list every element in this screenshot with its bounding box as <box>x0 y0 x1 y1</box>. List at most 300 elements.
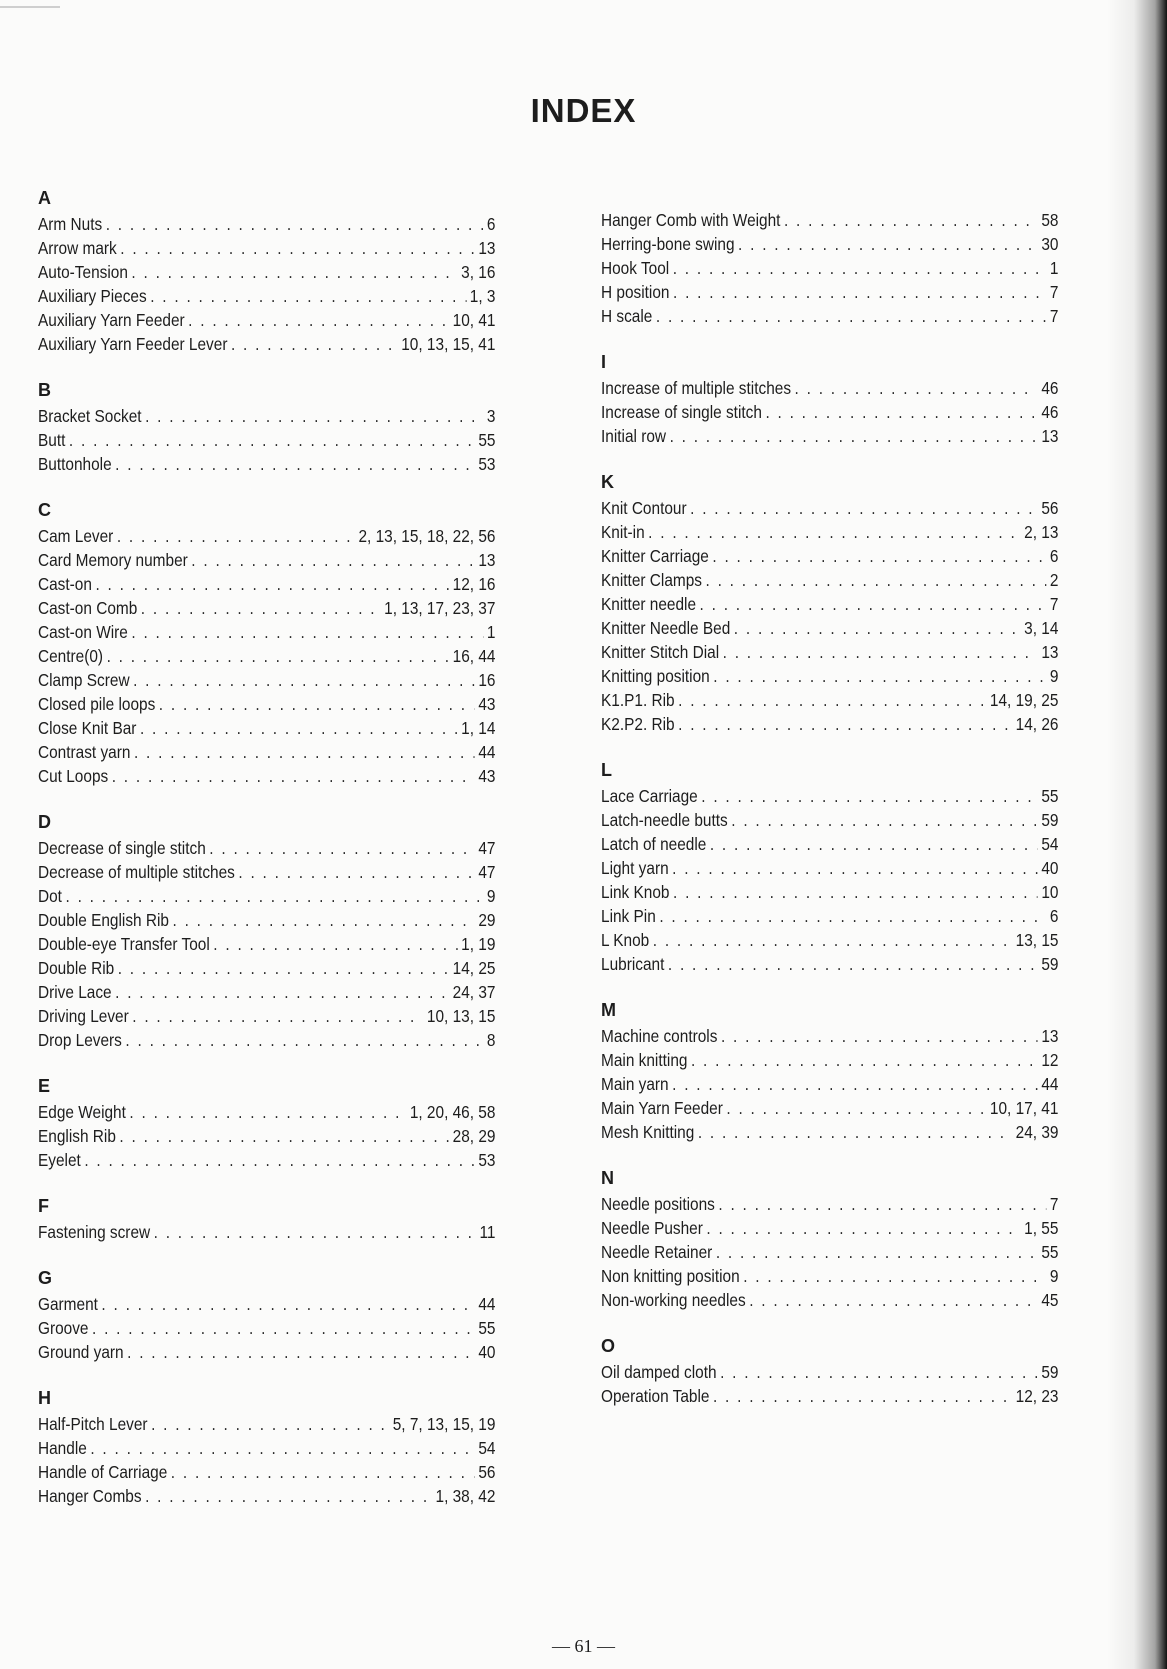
entry-term: Arm Nuts <box>38 214 103 234</box>
entry-term: Arrow mark <box>38 238 117 258</box>
entry-pages: 9 <box>1049 666 1059 686</box>
entry-pages: 1, 13, 17, 23, 37 <box>384 598 496 618</box>
dot-leader <box>118 956 449 980</box>
section-letter: O <box>601 1336 616 1356</box>
dot-leader <box>150 284 466 308</box>
index-entry <box>601 856 1058 880</box>
index-section <box>38 810 494 1052</box>
index-entry <box>38 1220 495 1244</box>
page-title: INDEX <box>530 92 637 129</box>
entry-pages: 24, 39 <box>1015 1122 1059 1142</box>
dot-leader <box>132 1004 423 1028</box>
dot-leader <box>672 1072 1038 1096</box>
dot-leader <box>710 832 1038 856</box>
entry-term: Lubricant <box>601 954 665 974</box>
entry-term: Groove <box>38 1318 89 1338</box>
dot-leader <box>120 236 475 260</box>
entry-pages: 28, 29 <box>452 1126 496 1146</box>
dot-leader <box>145 404 483 428</box>
dot-leader <box>115 452 475 476</box>
entry-term: Ground yarn <box>38 1342 124 1362</box>
dot-leader <box>69 428 475 452</box>
entry-term: Cast-on Wire <box>38 622 128 642</box>
section-letter: A <box>38 188 51 208</box>
index-entry <box>38 524 495 548</box>
dot-leader <box>700 592 1047 616</box>
entry-term: Card Memory number <box>38 550 188 570</box>
entry-pages: 2, 13 <box>1024 522 1059 542</box>
entry-term: Auto-Tension <box>38 262 128 282</box>
index-entry <box>38 236 495 260</box>
dot-leader <box>145 1484 432 1508</box>
dot-leader <box>723 640 1038 664</box>
entry-pages: 45 <box>1041 1290 1059 1310</box>
index-entry <box>38 1148 495 1172</box>
entry-term: Close Knit Bar <box>38 718 137 738</box>
dot-leader <box>673 280 1046 304</box>
entry-pages: 13 <box>1041 426 1059 446</box>
index-section <box>38 1386 494 1508</box>
dot-leader <box>127 1340 475 1364</box>
dot-leader <box>154 1220 476 1244</box>
index-entry <box>38 572 495 596</box>
dot-leader <box>706 568 1047 592</box>
dot-leader <box>738 232 1038 256</box>
dot-leader <box>784 208 1038 232</box>
index-entry <box>38 932 495 956</box>
index-entry <box>38 860 495 884</box>
entry-term: Half-Pitch Lever <box>38 1414 148 1434</box>
index-entry <box>38 1460 495 1484</box>
dot-leader <box>713 664 1046 688</box>
index-entry <box>601 280 1058 304</box>
entry-pages: 30 <box>1041 234 1059 254</box>
entry-term: Auxiliary Yarn Feeder <box>38 310 185 330</box>
section-letter: G <box>38 1268 53 1288</box>
entry-pages: 54 <box>478 1438 496 1458</box>
entry-term: Cast-on <box>38 574 92 594</box>
index-entry <box>38 1412 495 1436</box>
dot-leader <box>112 764 475 788</box>
dot-leader <box>140 716 458 740</box>
index-section <box>601 350 1057 448</box>
dot-leader <box>107 644 450 668</box>
entry-term: Light yarn <box>601 858 669 878</box>
entry-pages: 12 <box>1041 1050 1059 1070</box>
entry-term: Auxiliary Pieces <box>38 286 147 306</box>
entry-pages: 55 <box>1041 1242 1059 1262</box>
dot-leader <box>238 860 474 884</box>
entry-pages: 47 <box>478 838 496 858</box>
index-section <box>601 1166 1057 1312</box>
section-letter: C <box>38 500 51 520</box>
entry-term: H scale <box>601 306 653 326</box>
entry-term: Double English Rib <box>38 910 169 930</box>
index-entry <box>38 1436 495 1460</box>
entry-term: Non knitting position <box>601 1266 740 1286</box>
index-entry <box>601 808 1058 832</box>
section-letter: B <box>38 380 51 400</box>
index-entry <box>601 1216 1058 1240</box>
index-column-left <box>38 186 494 1530</box>
entry-pages: 1, 3 <box>469 286 496 306</box>
entry-term: Knit-in <box>601 522 645 542</box>
index-entry <box>601 232 1058 256</box>
section-letter: N <box>601 1168 614 1188</box>
entry-term: Hook Tool <box>601 258 670 278</box>
entry-pages: 5, 7, 13, 15, 19 <box>392 1414 496 1434</box>
dot-leader <box>653 928 1012 952</box>
index-entry <box>38 620 495 644</box>
entry-term: Needle positions <box>601 1194 715 1214</box>
entry-term: Decrease of multiple stitches <box>38 862 235 882</box>
dot-leader <box>65 884 483 908</box>
entry-pages: 29 <box>478 910 496 930</box>
dot-leader <box>672 856 1038 880</box>
entry-pages: 56 <box>1041 498 1059 518</box>
entry-term: Edge Weight <box>38 1102 126 1122</box>
dot-leader <box>115 980 449 1004</box>
entry-pages: 1, 20, 46, 58 <box>409 1102 496 1122</box>
entry-pages: 58 <box>1041 210 1059 230</box>
entry-pages: 10, 13, 15, 41 <box>401 334 496 354</box>
entry-pages: 3, 16 <box>461 262 496 282</box>
dot-leader <box>731 808 1038 832</box>
entry-pages: 12, 23 <box>1015 1386 1059 1406</box>
dot-leader <box>95 572 449 596</box>
dot-leader <box>125 1028 483 1052</box>
dot-leader <box>673 880 1038 904</box>
entry-term: Machine controls <box>601 1026 718 1046</box>
entry-term: Auxiliary Yarn Feeder Lever <box>38 334 228 354</box>
index-entry <box>38 284 495 308</box>
index-entry <box>601 928 1058 952</box>
entry-pages: 53 <box>478 454 496 474</box>
entry-term: Link Knob <box>601 882 670 902</box>
entry-pages: 13 <box>478 550 496 570</box>
index-entry <box>38 980 495 1004</box>
entry-term: Oil damped cloth <box>601 1362 717 1382</box>
index-section <box>38 378 494 476</box>
top-edge-mark <box>0 6 60 8</box>
index-entry <box>38 548 495 572</box>
index-entry <box>38 1100 495 1124</box>
entry-term: Drop Levers <box>38 1030 122 1050</box>
section-letter: I <box>601 352 607 372</box>
index-section <box>601 1334 1057 1408</box>
entry-pages: 44 <box>478 1294 496 1314</box>
index-entry <box>601 784 1058 808</box>
entry-pages: 13 <box>478 238 496 258</box>
page-edge-shadow <box>1107 0 1167 1669</box>
index-section <box>38 186 494 356</box>
dot-leader <box>795 376 1038 400</box>
index-entry <box>601 640 1058 664</box>
dot-leader <box>720 1360 1038 1384</box>
index-entry <box>601 1048 1058 1072</box>
entry-pages: 12, 16 <box>452 574 496 594</box>
entry-term: Contrast yarn <box>38 742 131 762</box>
index-entry <box>601 1288 1058 1312</box>
index-entry <box>601 952 1058 976</box>
index-entry <box>601 256 1058 280</box>
index-entry <box>38 428 495 452</box>
entry-pages: 13, 15 <box>1015 930 1059 950</box>
index-entry <box>38 332 495 356</box>
dot-leader <box>743 1264 1046 1288</box>
entry-pages: 43 <box>478 766 496 786</box>
index-entry <box>601 1192 1058 1216</box>
index-section <box>38 1266 494 1364</box>
entry-pages: 7 <box>1049 306 1059 326</box>
entry-term: Main yarn <box>601 1074 669 1094</box>
index-entry <box>601 904 1058 928</box>
entry-term: Drive Lace <box>38 982 112 1002</box>
dot-leader <box>712 544 1046 568</box>
entry-pages: 1, 19 <box>461 934 496 954</box>
entry-pages: 7 <box>1049 282 1059 302</box>
entry-pages: 10, 41 <box>452 310 496 330</box>
entry-pages: 6 <box>1049 906 1059 926</box>
dot-leader <box>713 1384 1012 1408</box>
section-letter: M <box>601 1000 616 1020</box>
index-entry <box>601 1264 1058 1288</box>
entry-pages: 14, 19, 25 <box>989 690 1059 710</box>
dot-leader <box>701 784 1038 808</box>
dot-leader <box>698 1120 1012 1144</box>
entry-pages: 46 <box>1041 378 1059 398</box>
index-entry <box>38 404 495 428</box>
dot-leader <box>131 620 483 644</box>
dot-leader <box>213 932 457 956</box>
entry-term: Double Rib <box>38 958 115 978</box>
entry-term: H position <box>601 282 670 302</box>
index-entry <box>38 452 495 476</box>
dot-leader <box>188 308 449 332</box>
entry-term: Latch-needle butts <box>601 810 728 830</box>
entry-term: Mesh Knitting <box>601 1122 695 1142</box>
index-entry <box>38 1028 495 1052</box>
index-entry <box>38 1292 495 1316</box>
index-entry <box>38 1340 495 1364</box>
section-letter: F <box>38 1196 49 1216</box>
index-entry <box>601 664 1058 688</box>
dot-leader <box>668 952 1038 976</box>
index-entry <box>38 1316 495 1340</box>
index-entry <box>38 644 495 668</box>
entry-pages: 8 <box>486 1030 496 1050</box>
index-entry <box>601 496 1058 520</box>
entry-term: Operation Table <box>601 1386 710 1406</box>
entry-term: Dot <box>38 886 62 906</box>
entry-term: Knitter Clamps <box>601 570 702 590</box>
dot-leader <box>734 616 1021 640</box>
index-entry <box>38 596 495 620</box>
dot-leader <box>131 260 457 284</box>
index-section <box>601 998 1057 1144</box>
entry-term: Buttonhole <box>38 454 112 474</box>
index-entry <box>601 1360 1058 1384</box>
index-entry <box>601 1072 1058 1096</box>
entry-pages: 55 <box>478 430 496 450</box>
dot-leader <box>191 548 474 572</box>
index-entry <box>38 668 495 692</box>
entry-pages: 9 <box>1049 1266 1059 1286</box>
section-letter: D <box>38 812 51 832</box>
index-entry <box>38 836 495 860</box>
entry-pages: 59 <box>1041 954 1059 974</box>
index-section <box>38 1194 494 1244</box>
index-entry <box>601 592 1058 616</box>
entry-term: Main knitting <box>601 1050 688 1070</box>
dot-leader <box>171 1460 475 1484</box>
index-entry <box>38 740 495 764</box>
entry-term: Herring-bone swing <box>601 234 735 254</box>
dot-leader <box>673 256 1047 280</box>
dot-leader <box>151 1412 389 1436</box>
section-letter: K <box>601 472 614 492</box>
index-entry <box>38 884 495 908</box>
dot-leader <box>659 904 1046 928</box>
entry-pages: 13 <box>1041 642 1059 662</box>
dot-leader <box>670 424 1038 448</box>
index-entry <box>601 400 1058 424</box>
page-number: — 61 — <box>552 1636 615 1656</box>
index-section <box>38 498 494 788</box>
entry-pages: 7 <box>1049 1194 1059 1214</box>
dot-leader <box>648 520 1020 544</box>
index-entry <box>38 1484 495 1508</box>
entry-pages: 47 <box>478 862 496 882</box>
entry-pages: 11 <box>479 1222 496 1242</box>
section-letter: L <box>601 760 612 780</box>
entry-pages: 44 <box>1041 1074 1059 1094</box>
dot-leader <box>726 1096 986 1120</box>
dot-leader <box>691 1048 1038 1072</box>
index-entry <box>38 212 495 236</box>
entry-pages: 55 <box>478 1318 496 1338</box>
index-entry <box>601 376 1058 400</box>
entry-term: K2.P2. Rib <box>601 714 675 734</box>
index-entry <box>601 880 1058 904</box>
entry-term: Butt <box>38 430 66 450</box>
entry-term: Bracket Socket <box>38 406 142 426</box>
entry-term: Hanger Combs <box>38 1486 142 1506</box>
entry-term: Needle Retainer <box>601 1242 713 1262</box>
index-entry <box>601 1384 1058 1408</box>
dot-leader <box>129 1100 406 1124</box>
index-section <box>601 470 1057 736</box>
entry-term: Knitter needle <box>601 594 697 614</box>
entry-pages: 14, 25 <box>452 958 496 978</box>
entry-pages: 59 <box>1041 810 1059 830</box>
dot-leader <box>101 1292 474 1316</box>
index-entry <box>601 1096 1058 1120</box>
entry-pages: 16, 44 <box>452 646 496 666</box>
entry-pages: 44 <box>478 742 496 762</box>
index-entry <box>601 832 1058 856</box>
entry-term: Initial row <box>601 426 667 446</box>
index-entry <box>601 544 1058 568</box>
dot-leader <box>749 1288 1038 1312</box>
entry-term: Cam Lever <box>38 526 114 546</box>
dot-leader <box>716 1240 1038 1264</box>
entry-term: Latch of needle <box>601 834 707 854</box>
dot-leader <box>92 1316 475 1340</box>
entry-term: Lace Carriage <box>601 786 698 806</box>
entry-pages: 16 <box>478 670 496 690</box>
entry-term: Garment <box>38 1294 98 1314</box>
dot-leader <box>690 496 1038 520</box>
index-entry <box>38 1004 495 1028</box>
entry-term: Cast-on Comb <box>38 598 138 618</box>
entry-term: Fastening screw <box>38 1222 151 1242</box>
entry-term: Clamp Screw <box>38 670 130 690</box>
index-entry <box>38 1124 495 1148</box>
index-entry <box>601 712 1058 736</box>
dot-leader <box>173 908 475 932</box>
entry-pages: 10, 13, 15 <box>426 1006 496 1026</box>
entry-pages: 3 <box>486 406 496 426</box>
index-entry <box>601 208 1058 232</box>
entry-pages: 9 <box>486 886 496 906</box>
section-letter: H <box>38 1388 51 1408</box>
entry-term: Link Pin <box>601 906 656 926</box>
entry-term: Double-eye Transfer Tool <box>38 934 210 954</box>
index-entry <box>601 568 1058 592</box>
entry-term: Increase of single stitch <box>601 402 762 422</box>
entry-term: Knitter Stitch Dial <box>601 642 720 662</box>
entry-term: Hanger Comb with Weight <box>601 210 781 230</box>
index-section <box>601 208 1057 328</box>
entry-pages: 56 <box>478 1462 496 1482</box>
dot-leader <box>706 1216 1020 1240</box>
entry-term: Driving Lever <box>38 1006 129 1026</box>
index-entry <box>601 688 1058 712</box>
index-column-right <box>601 208 1057 1430</box>
dot-leader <box>721 1024 1038 1048</box>
dot-leader <box>765 400 1037 424</box>
dot-leader <box>231 332 398 356</box>
dot-leader <box>134 740 475 764</box>
entry-pages: 10, 17, 41 <box>989 1098 1059 1118</box>
entry-pages: 40 <box>478 1342 496 1362</box>
index-entry <box>38 692 495 716</box>
entry-term: Increase of multiple stitches <box>601 378 792 398</box>
index-entry <box>601 1024 1058 1048</box>
dot-leader <box>656 304 1046 328</box>
index-entry <box>601 520 1058 544</box>
entry-pages: 55 <box>1041 786 1059 806</box>
index-entry <box>38 308 495 332</box>
dot-leader <box>209 836 474 860</box>
index-section <box>38 1074 494 1172</box>
entry-term: Handle of Carriage <box>38 1462 168 1482</box>
entry-term: Cut Loops <box>38 766 109 786</box>
entry-term: Knitting position <box>601 666 710 686</box>
index-section <box>601 758 1057 976</box>
index-entry <box>601 424 1058 448</box>
entry-term: Decrease of single stitch <box>38 838 206 858</box>
entry-pages: 7 <box>1049 594 1059 614</box>
dot-leader <box>119 1124 449 1148</box>
entry-term: Non-working needles <box>601 1290 746 1310</box>
entry-pages: 13 <box>1041 1026 1059 1046</box>
entry-pages: 24, 37 <box>452 982 496 1002</box>
entry-term: Centre(0) <box>38 646 104 666</box>
index-entry <box>601 1240 1058 1264</box>
entry-term: Main Yarn Feeder <box>601 1098 723 1118</box>
